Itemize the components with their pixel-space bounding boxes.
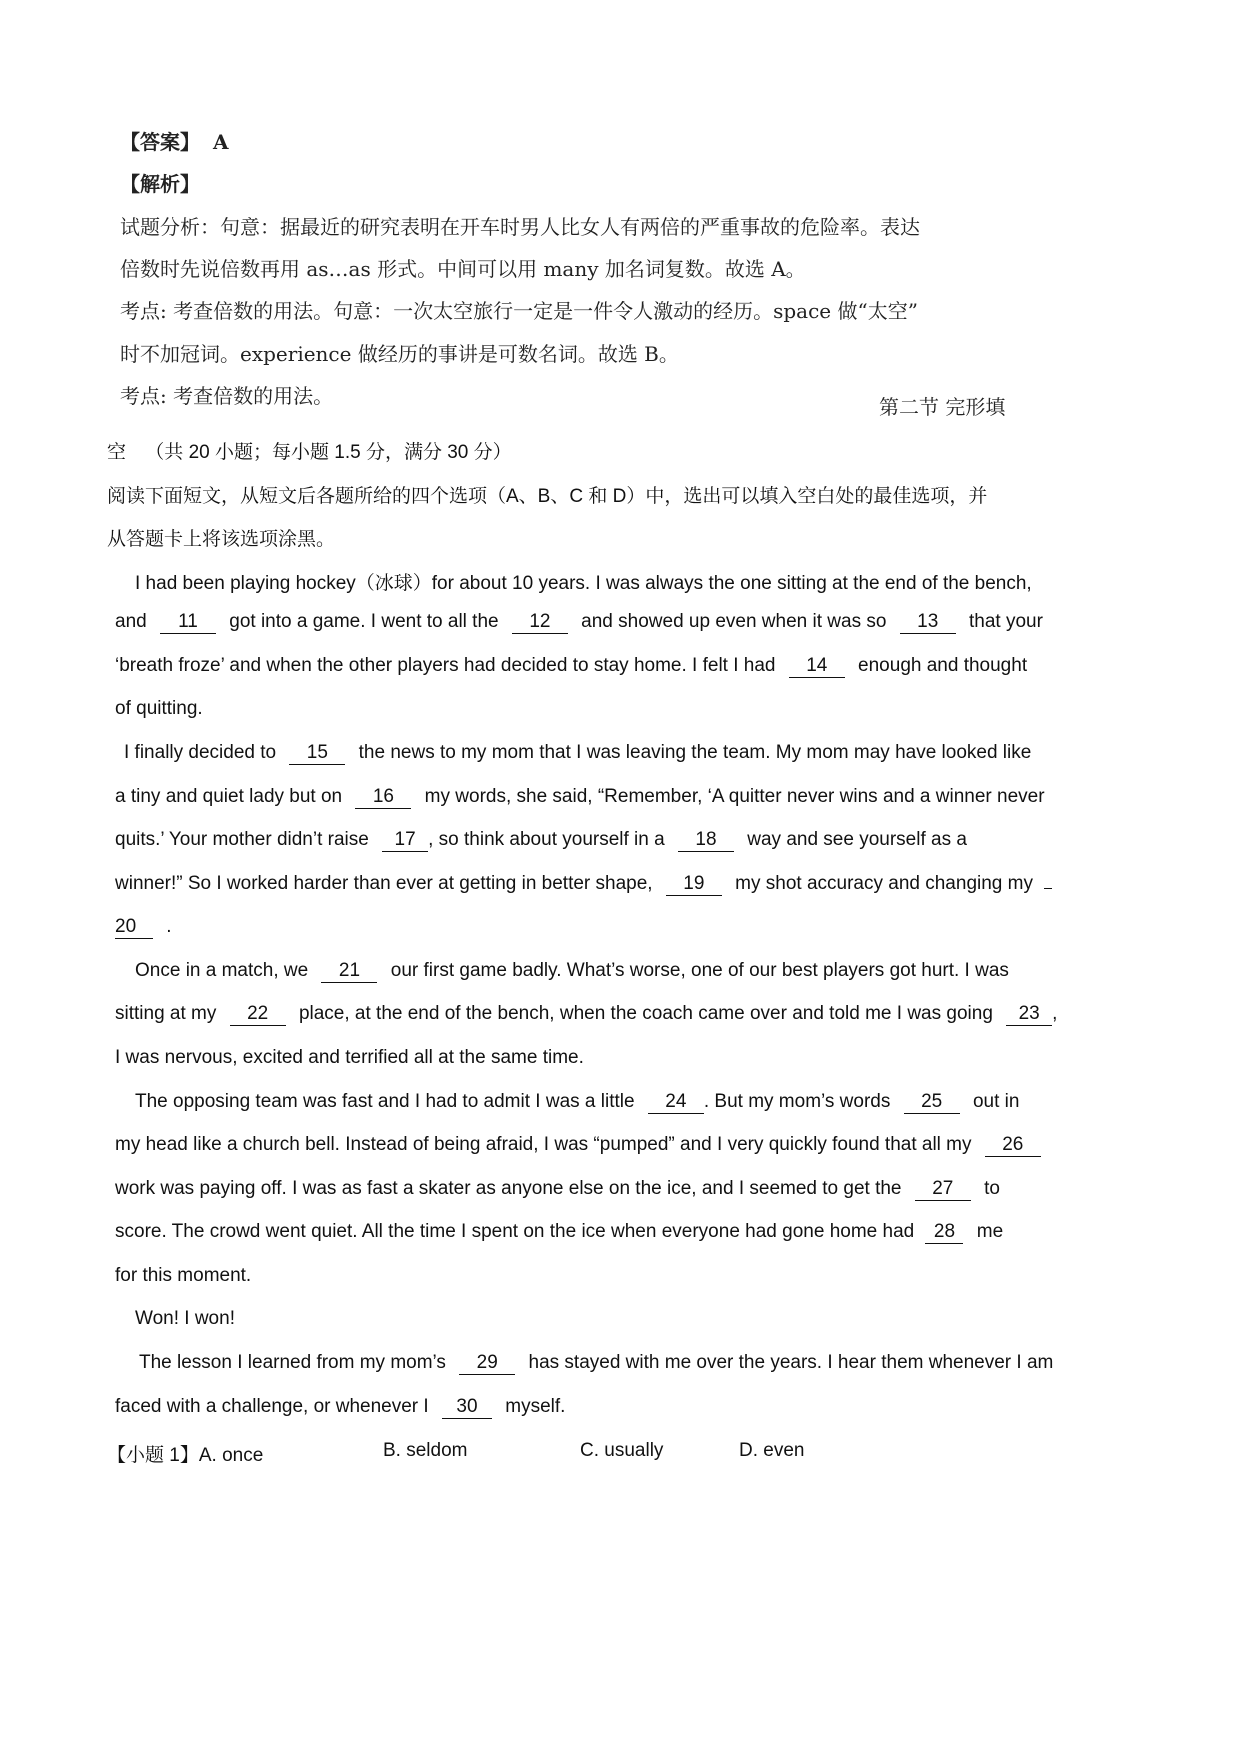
text: work was paying off. I was as fast a skater as anyone else on the ice, and I seemed to get the	[115, 1178, 902, 1199]
text: sitting at my	[115, 1003, 217, 1024]
passage-line-18: Won! I won!	[135, 1308, 235, 1329]
text: way and see yourself as a	[747, 829, 967, 850]
passage-line-2	[115, 611, 1043, 634]
blank-25: 25	[904, 1092, 960, 1114]
text: and	[115, 611, 147, 632]
text: has stayed with me over the years. I hear them whenever I am	[528, 1352, 1054, 1373]
question-1	[107, 1440, 263, 1467]
blank-21: 21	[321, 961, 377, 983]
option-d[interactable]: D. even	[739, 1440, 805, 1461]
passage-line-20	[115, 1396, 565, 1419]
text: me	[976, 1221, 1004, 1242]
instruction-line-2: 从答题卡上将该选项涂黑。	[107, 529, 336, 550]
text: our first game badly. What’s worse, one of our best players got hurt. I was	[390, 960, 1009, 981]
section-info: （共 20 小题；每小题 1.5 分，满分 30 分）	[145, 442, 512, 463]
analysis-line-5: 考点: 考查倍数的用法。	[120, 384, 334, 408]
text: my words, she said, “Remember, ‘A quitter never wins and a winner never	[424, 786, 1045, 807]
text: . But my mom’s words	[703, 1091, 891, 1112]
text: Once in a match, we	[135, 960, 309, 981]
blank-15: 15	[289, 743, 345, 765]
text: ,	[1052, 1003, 1058, 1024]
blank-19: 19	[666, 874, 722, 896]
analysis-line-3: 考点: 考查倍数的用法。句意：一次太空旅行一定是一件令人激动的经历。space 做“太空”	[120, 299, 918, 323]
passage-line-6	[115, 786, 1045, 809]
passage-line-15	[115, 1178, 1000, 1201]
passage-line-17: for this moment.	[115, 1265, 252, 1286]
text: to	[984, 1178, 1000, 1199]
text: place, at the end of the bench, when the coach came over and told me I was going	[298, 1003, 993, 1024]
text: myself.	[505, 1396, 566, 1417]
blank-12: 12	[512, 612, 568, 634]
text: , so think about yourself in a	[428, 829, 665, 850]
blank-23: 23	[1006, 1004, 1052, 1026]
passage-line-13	[135, 1091, 1019, 1114]
blank-30: 30	[442, 1397, 492, 1419]
passage-line-4: of quitting.	[115, 698, 203, 719]
option-a[interactable]: A. once	[198, 1445, 264, 1466]
passage-line-1: I had been playing hockey（冰球）for about 10 years. I was always the one sitting at the end of the bench,	[135, 573, 1032, 594]
blank-14: 14	[789, 656, 845, 678]
answer-line	[120, 126, 229, 155]
analysis-line-1: 试题分析：句意：据最近的研究表明在开车时男人比女人有两倍的严重事故的危险率。表达	[120, 215, 920, 239]
analysis-line-2: 倍数时先说倍数再用 as…as 形式。中间可以用 many 加名词复数。故选 A。	[120, 257, 806, 281]
text: faced with a challenge, or whenever I	[115, 1396, 429, 1417]
passage-line-9	[115, 916, 172, 939]
passage-line-10	[135, 960, 1009, 983]
blank-13: 13	[900, 612, 956, 634]
text: ‘breath froze’ and when the other players had decided to stay home. I felt I had	[115, 655, 776, 676]
blank-26: 26	[985, 1135, 1041, 1157]
question-label: 【小题 1】	[107, 1445, 199, 1466]
text: that your	[969, 611, 1043, 632]
instruction-line-1: 阅读下面短文，从短文后各题所给的四个选项（A、B、C 和 D）中，选出可以填入空白处的最佳选项，并	[107, 486, 988, 507]
text: winner!” So I worked harder than ever at getting in better shape,	[115, 873, 653, 894]
text: a tiny and quiet lady but on	[115, 786, 343, 807]
text: enough and thought	[858, 655, 1028, 676]
section-title-part1: 第二节 完形填	[879, 395, 1006, 419]
option-b[interactable]: B. seldom	[383, 1440, 468, 1461]
option-c[interactable]: C. usually	[580, 1440, 664, 1461]
blank-20: 20	[115, 917, 153, 939]
text: The lesson I learned from my mom’s	[139, 1352, 446, 1373]
answer-label: 【答案】	[120, 130, 200, 154]
blank-27: 27	[915, 1179, 971, 1201]
analysis-line-4: 时不加冠词。experience 做经历的事讲是可数名词。故选 B。	[120, 342, 679, 366]
passage-line-16	[115, 1221, 1003, 1244]
blank-29: 29	[459, 1353, 515, 1375]
blank-17: 17	[382, 830, 428, 852]
text: score. The crowd went quiet. All the time I spent on the ice when everyone had gone home had	[115, 1221, 915, 1242]
text: quits.’ Your mother didn’t raise	[115, 829, 369, 850]
passage-line-8	[115, 873, 1052, 896]
text: I finally decided to	[124, 742, 277, 763]
passage-line-12: I was nervous, excited and terrified all at the same time.	[115, 1047, 584, 1068]
text: my shot accuracy and changing my	[735, 873, 1033, 894]
blank-28: 28	[925, 1222, 963, 1244]
passage-line-5	[124, 742, 1031, 765]
passage-line-19	[139, 1352, 1053, 1375]
answer-value: A	[212, 130, 229, 154]
section-title-line	[107, 437, 512, 464]
passage-line-14	[115, 1134, 1041, 1157]
text: the news to my mom that I was leaving the team. My mom may have looked like	[358, 742, 1032, 763]
passage-line-3	[115, 655, 1027, 678]
blank-24: 24	[648, 1092, 704, 1114]
blank-18: 18	[678, 830, 734, 852]
text: and showed up even when it was so	[581, 611, 887, 632]
blank-22: 22	[230, 1004, 286, 1026]
blank-16: 16	[355, 787, 411, 809]
text: out in	[972, 1091, 1020, 1112]
text: got into a game. I went to all the	[229, 611, 499, 632]
section-title-part2: 空	[107, 442, 127, 463]
passage-line-11	[115, 1003, 1057, 1026]
text: The opposing team was fast and I had to admit I was a little	[135, 1091, 635, 1112]
text: my head like a church bell. Instead of being afraid, I was “pumped” and I very quickly found that all my	[115, 1134, 972, 1155]
passage-line-7	[115, 829, 967, 852]
blank-11: 11	[160, 612, 216, 634]
analysis-label: 【解析】	[120, 172, 200, 196]
text: .	[166, 916, 172, 937]
blank-20-start	[1044, 888, 1052, 889]
